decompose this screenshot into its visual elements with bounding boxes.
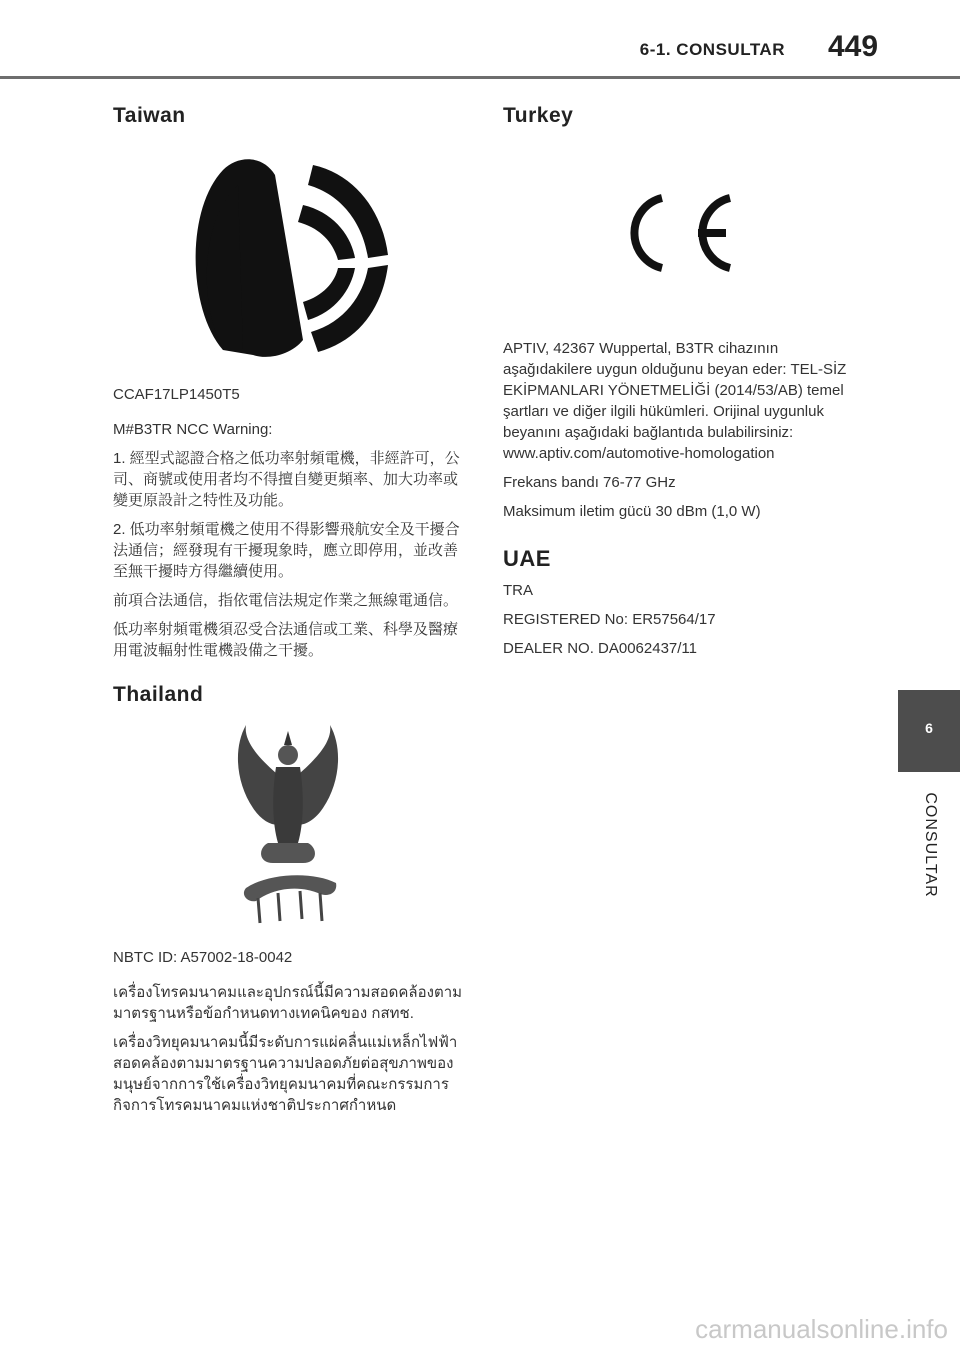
turkey-paragraph-2: Frekans bandı 76-77 GHz: [503, 474, 676, 491]
chapter-side-label: CONSULTAR: [922, 792, 939, 898]
taiwan-paragraph-1: 1. 經型式認證合格之低功率射頻電機，非經許可，公司、商號或使用者均不得擅自變更頻率、加大功率或變更原設計之特性及功能。: [113, 450, 460, 509]
thailand-heading: Thailand: [113, 683, 204, 706]
ncc-logo-icon: [183, 150, 393, 362]
page-number: 449: [828, 30, 879, 63]
uae-heading: UAE: [503, 546, 551, 571]
taiwan-heading: Taiwan: [113, 104, 186, 127]
section-title: 6-1. CONSULTAR: [639, 40, 785, 59]
turkey-paragraph-1: APTIV, 42367 Wuppertal, B3TR cihazının aşağıdakilere uygun olduğunu beyan eder: TEL-SİZ EKİPMANLARI YÖNETMELİĞİ (2014/53/AB) temel şartları ve diğer ilgili hükümleri. Orijinal uygunluk beyanını aşağıdaki bağlantıda bulabilirsiniz: www.aptiv.com/automotive-homologation: [503, 340, 847, 462]
taiwan-paragraph-2: 2. 低功率射頻電機之使用不得影響飛航安全及干擾合法通信；經發現有干擾現象時，應立即停用，並改善至無干擾時方得繼續使用。: [113, 521, 460, 580]
turkey-paragraph-3: Maksimum iletim gücü 30 dBm (1,0 W): [503, 503, 761, 520]
taiwan-cert: CCAF17LP1450T5: [113, 386, 240, 403]
ce-mark-icon: [618, 190, 738, 276]
chapter-tab[interactable]: [898, 690, 960, 772]
thailand-paragraph-2: เครื่องวิทยุคมนาคมนี้มีระดับการแผ่คลื่นแม่เหล็กไฟฟ้าสอดคล้องตามมาตรฐานความปลอดภัยต่อสุขภาพของมนุษย์จากการใช้เครื่องวิทยุคมนาคมที่คณะกรรมการกิจการโทรคมนาคมแห่งชาติประกาศกำหนด: [113, 1034, 458, 1114]
turkey-heading: Turkey: [503, 104, 574, 127]
watermark: carmanualsonline.info: [695, 1314, 948, 1344]
thailand-paragraph-1: เครื่องโทรคมนาคมและอุปกรณ์นี้มีความสอดคล้องตามมาตรฐานหรือข้อกำหนดทางเทคนิคของ กสทช.: [113, 984, 462, 1022]
chapter-tab-number: 6: [925, 720, 933, 736]
thailand-id: NBTC ID: A57002-18-0042: [113, 949, 293, 966]
taiwan-warning-title: M#B3TR NCC Warning:: [113, 421, 273, 438]
right-column: [503, 100, 853, 667]
taiwan-paragraph-4: 低功率射頻電機須忍受合法通信或工業、科學及醫療用電波輻射性電機設備之干擾。: [113, 621, 459, 659]
thai-garuda-emblem-icon: [228, 723, 348, 933]
uae-paragraph-3: DEALER NO. DA0062437/11: [503, 640, 697, 657]
uae-paragraph-2: REGISTERED No: ER57564/17: [503, 611, 716, 628]
header-rule: [0, 76, 960, 79]
uae-paragraph-1: TRA: [503, 582, 533, 599]
left-column: [113, 100, 463, 1124]
taiwan-paragraph-3: 前項合法通信，指依電信法規定作業之無線電通信。: [113, 592, 459, 609]
